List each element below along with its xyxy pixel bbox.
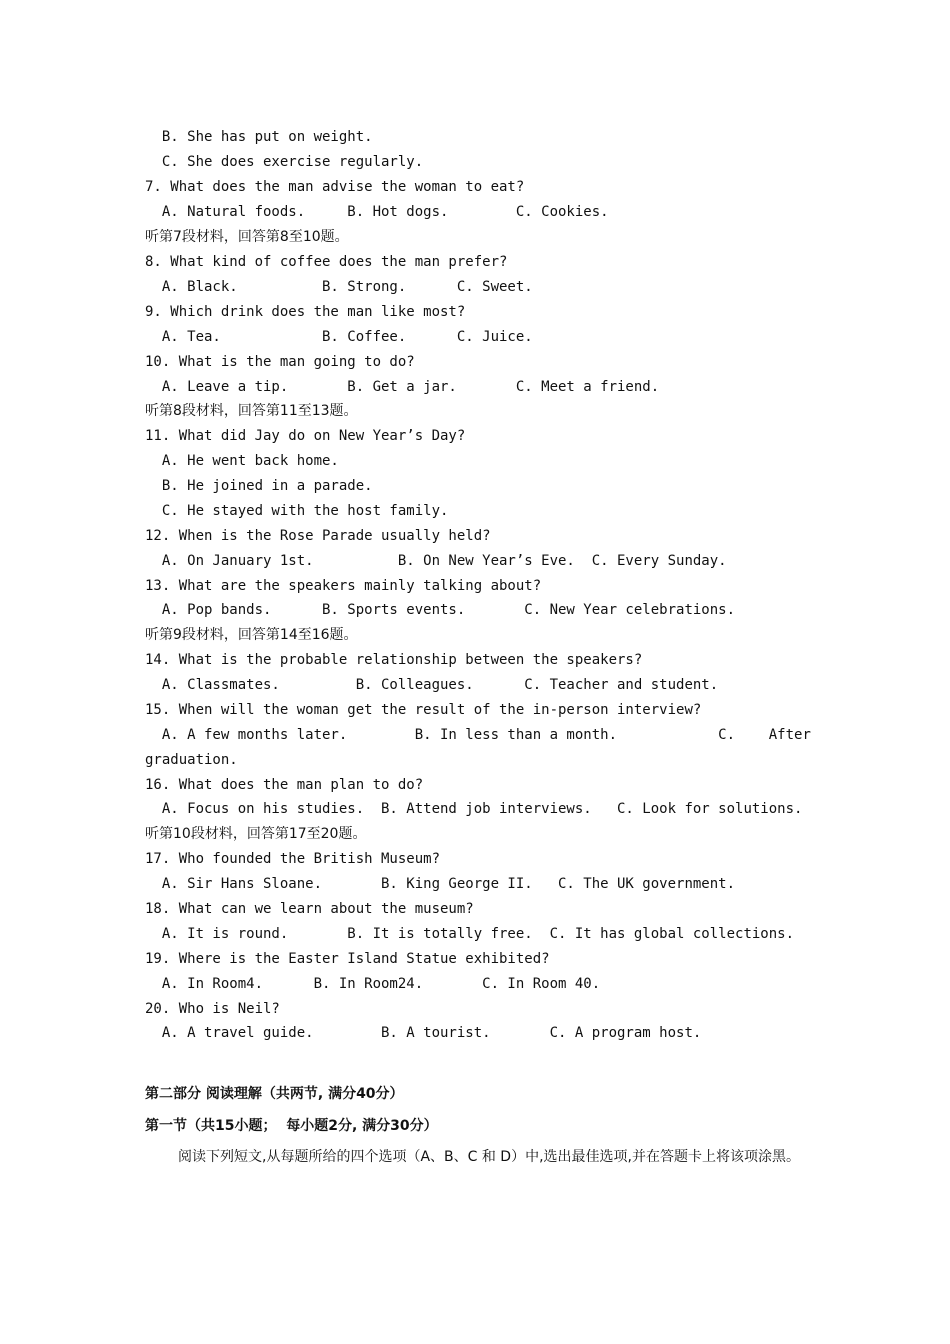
section-instruction: 听第10段材料，回答第17至20题。: [145, 826, 367, 842]
question-line: 13. What are the speakers mainly talking about?: [145, 578, 542, 594]
option-line: A. Focus on his studies. B. Attend job interviews. C. Look for solutions.: [145, 801, 803, 817]
question-line: 7. What does the man advise the woman to eat?: [145, 179, 525, 195]
option-line: A. Leave a tip. B. Get a jar. C. Meet a friend.: [145, 379, 660, 395]
option-line: A. Classmates. B. Colleagues. C. Teacher and student.: [145, 677, 719, 693]
option-line: B. She has put on weight.: [145, 129, 373, 145]
option-line: A. Tea. B. Coffee. C. Juice.: [145, 329, 533, 345]
option-line: A. On January 1st. B. On New Year’s Eve. C. Every Sunday.: [145, 553, 727, 569]
section-instruction: 听第9段材料，回答第14至16题。: [145, 627, 358, 643]
option-line: A. Natural foods. B. Hot dogs. C. Cookies.: [145, 204, 609, 220]
question-line: 18. What can we learn about the museum?: [145, 901, 474, 917]
question-line: 16. What does the man plan to do?: [145, 777, 424, 793]
option-line: C. She does exercise regularly.: [145, 154, 424, 170]
question-line: 11. What did Jay do on New Year’s Day?: [145, 428, 466, 444]
section-one-title: 第一节（共15小题； 每小题2分, 满分30分）: [145, 1118, 438, 1134]
option-line: A. In Room4. B. In Room24. C. In Room 40.: [145, 976, 601, 992]
question-line: 10. What is the man going to do?: [145, 354, 415, 370]
section-instruction: 听第7段材料，回答第8至10题。: [145, 229, 349, 245]
question-line: 8. What kind of coffee does the man prefer?: [145, 254, 508, 270]
option-line: A. It is round. B. It is totally free. C. It has global collections.: [145, 926, 795, 942]
question-line: 19. Where is the Easter Island Statue exhibited?: [145, 951, 550, 967]
option-line: A. A few months later. B. In less than a month. C. After: [145, 727, 811, 743]
reading-instruction: 阅读下列短文,从每题所给的四个选项（A、B、C 和 D）中,选出最佳选项,并在答题卡上将该项涂黑。: [178, 1149, 800, 1165]
option-line: A. A travel guide. B. A tourist. C. A program host.: [145, 1025, 702, 1041]
option-line: A. Black. B. Strong. C. Sweet.: [145, 279, 533, 295]
option-line: B. He joined in a parade.: [145, 478, 373, 494]
option-line: C. He stayed with the host family.: [145, 503, 449, 519]
option-line: A. He went back home.: [145, 453, 339, 469]
question-line: 12. When is the Rose Parade usually held?: [145, 528, 491, 544]
question-line: 9. Which drink does the man like most?: [145, 304, 466, 320]
option-line: graduation.: [145, 752, 238, 768]
option-line: A. Pop bands. B. Sports events. C. New Year celebrations.: [145, 602, 736, 618]
section-instruction: 听第8段材料，回答第11至13题。: [145, 403, 358, 419]
question-line: 20. Who is Neil?: [145, 1001, 280, 1017]
option-line: A. Sir Hans Sloane. B. King George II. C. The UK government.: [145, 876, 736, 892]
question-line: 15. When will the woman get the result of the in-person interview?: [145, 702, 702, 718]
question-line: 17. Who founded the British Museum?: [145, 851, 441, 867]
question-line: 14. What is the probable relationship between the speakers?: [145, 652, 643, 668]
part-two-title: 第二部分 阅读理解（共两节, 满分40分）: [145, 1086, 404, 1102]
